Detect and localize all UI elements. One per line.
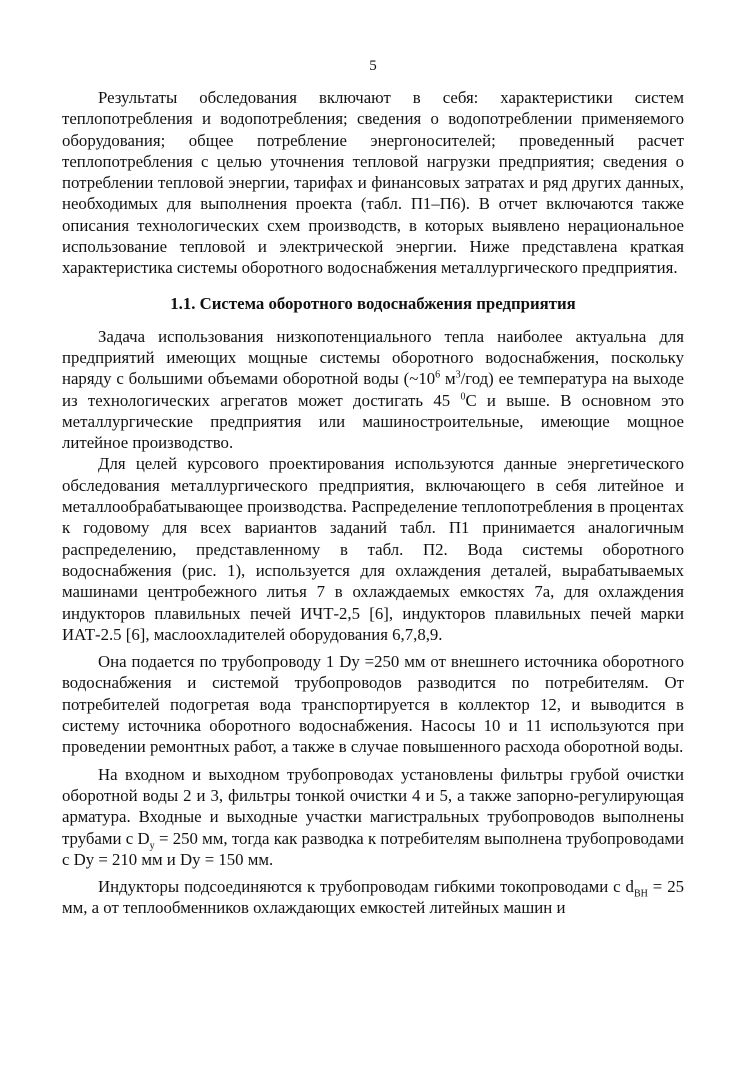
course-data-paragraph: Для целей курсового проектирования используются данные энергетического обследования металлургического предприятия, включающего в себя литейное и металлообрабатывающее производства. Распределение теплопотребления в процентах к годовому для всех вариантов заданий табл. П1 принимается аналогичным распределению, представленному в табл. П2. Вода системы оборотного водоснабжения (рис. 1), используется для охлаждения деталей, вырабатываемых машинами центробежного литья 7 в охлаждаемых емкостях 7а, для охлаждения индукторов плавильных печей ИЧТ-2,5 [6], индукторов плавильных печей марки ИАТ-2.5 [6], маслоохладителей оборудования 6,7,8,9. (62, 454, 684, 644)
task-text-3: /год) ее температура на выходе из технологических агрегатов может достигать 45 (62, 369, 684, 410)
filters-text-2: = 250 мм, тогда как разводка к потребителям выполнена трубопроводами с Dy = 210 мм и Dy = 150 мм. (62, 828, 684, 869)
inductors-paragraph (62, 876, 684, 919)
task-text-1: Задача использования низкопотенциального тепла наиболее актуальна для предприятий имеющих мощные системы оборотного водоснабжения, поскольку наряду с большими объемами оборотной воды (~10 (62, 326, 684, 389)
degree-mark: 0 (460, 390, 466, 402)
inductors-text-2: = 25 мм, а от теплообменников охлаждающих емкостей литейных машин и (62, 877, 684, 918)
filters-text-1: На входном и выходном трубопроводах установлены фильтры грубой очистки оборотной воды 2 и 3, фильтры тонкой очистки 4 и 5, а также запорно-регулирующая арматура. Входные и выходные участки магистральных трубопроводов выполнены трубами с D (62, 764, 684, 848)
filters-paragraph (62, 764, 684, 870)
task-text-2: м (440, 369, 456, 389)
inductors-text-1: Индукторы подсоединяются к трубопроводам гибкими токопроводами с d (98, 877, 634, 897)
document-page (62, 58, 684, 919)
subscript-vn: ВН (633, 888, 648, 900)
supply-paragraph: Она подается по трубопроводу 1 Dy =250 мм от внешнего источника оборотного водоснабжения и системой трубопроводов разводится по потребителям. От потребителей подогретая вода транспортируется в коллектор 12, и выводится в систему источника оборотного водоснабжения. Насосы 10 и 11 используются при проведении ремонтных работ, а также в случае повышенного расхода оборотной воды. (62, 652, 684, 757)
task-text-4: С и выше. В основном это металлургические предприятия или машиностроительные, имеющие мощное литейное производство. (62, 390, 684, 453)
subscript-y: у (149, 839, 155, 851)
exponent-3: 3 (455, 369, 461, 381)
intro-paragraph: Результаты обследования включают в себя: характеристики систем теплопотребления и водопотребления; сведения о водопотреблении применяемого оборудования; общее потребление энергоносителей; проведенный расчет теплопотребления с целью уточнения тепловой нагрузки предприятия; сведения о потреблении тепловой энергии, тарифах и финансовых затратах и ряд других данных, необходимых для выполнения проекта (табл. П1–П6). В отчет включаются также описания технологических схем производств, в которых выявлено нерациональное использование тепловой и электрической энергии. Ниже представлена краткая характеристика системы оборотного водоснабжения металлургического предприятия. (62, 88, 684, 278)
exponent-6: 6 (435, 369, 441, 381)
page-number: 5 (369, 58, 377, 74)
section-heading: 1.1. Система оборотного водоснабжения предприятия (170, 293, 576, 313)
task-paragraph (62, 326, 684, 454)
